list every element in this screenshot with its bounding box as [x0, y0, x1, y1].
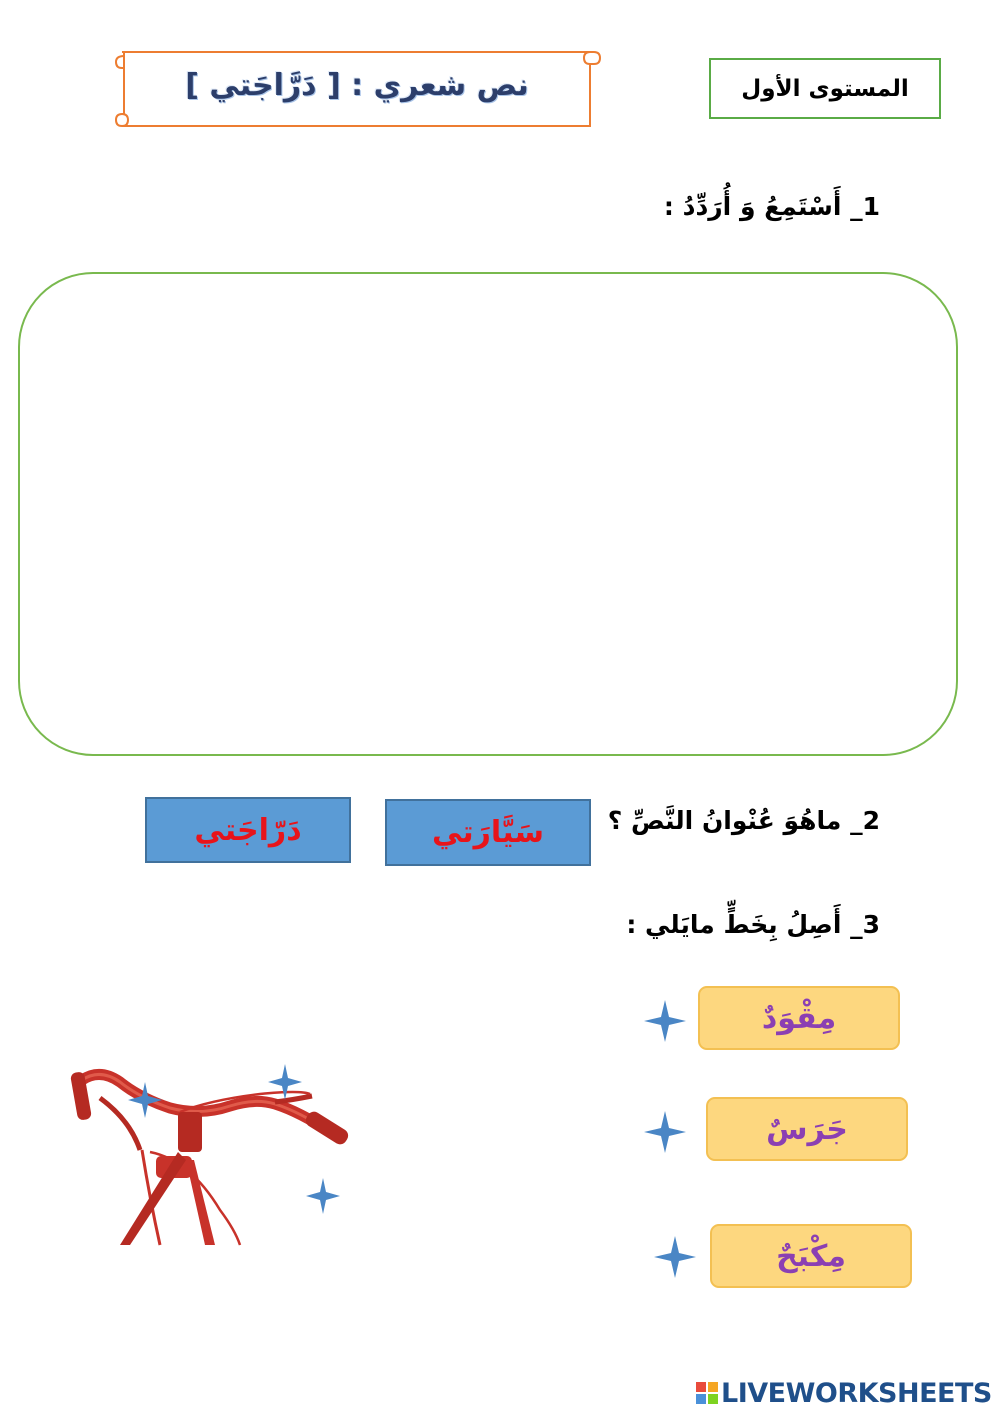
question-2: 2_ ماهُوَ عُنْوانُ النَّصِّ ؟	[607, 806, 880, 835]
choice-button-darrajati[interactable]: دَرّاجَتي	[145, 797, 351, 863]
title-banner	[112, 46, 602, 132]
page-title: نص شعري : [ دَرَّاجَتي ]	[185, 68, 529, 103]
listen-area[interactable]	[18, 272, 958, 756]
question-3: 3_ أَصِلُ بِخَطٍّ مايَلي :	[626, 910, 880, 939]
choice-button-sayyarati[interactable]: سَيَّارَتي	[385, 799, 591, 866]
match-word-bell: جَرَسٌ	[706, 1097, 908, 1161]
brand-name: LIVEWORKSHEETS	[721, 1377, 992, 1409]
match-word-brake: مِكْبَحٌ	[710, 1224, 912, 1288]
liveworksheets-logo	[696, 1376, 992, 1410]
logo-icon	[696, 1382, 718, 1404]
four-point-star-icon[interactable]	[650, 1232, 700, 1282]
four-point-star-icon[interactable]	[640, 1107, 690, 1157]
bicycle-handlebar-image	[60, 1060, 360, 1250]
question-1: 1_ أَسْتَمِعُ وَ أُرَدِّدُ :	[663, 192, 880, 221]
level-label: المستوى الأول	[709, 58, 941, 119]
match-word-handlebar: مِقْوَدٌ	[698, 986, 900, 1050]
four-point-star-icon[interactable]	[640, 996, 690, 1046]
